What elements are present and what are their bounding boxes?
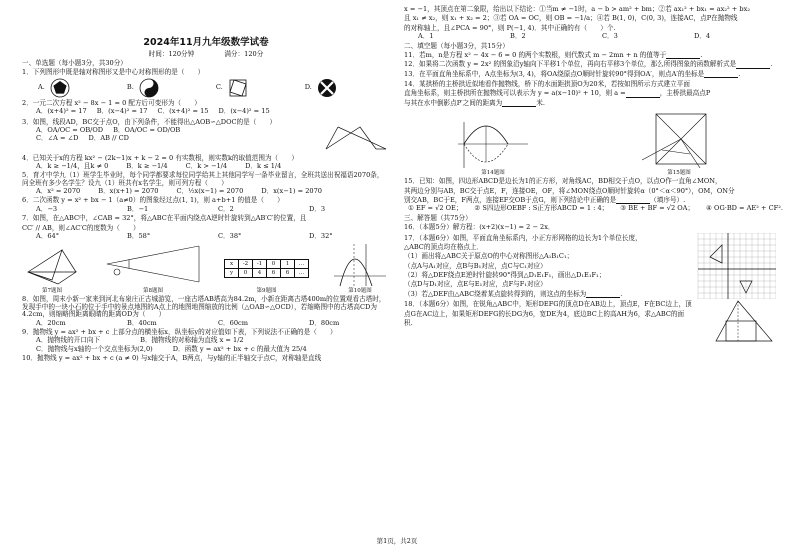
q9-x-row xyxy=(225,260,309,269)
cross-circle-icon xyxy=(316,78,338,98)
question-7: 7．如图，在△ABC中，∠CAB = 32°，将△ABC在平面内绕点A逆时针旋转到△AB′C′的位置，且 xyxy=(22,214,307,223)
question-13-text: 13．在平面直角坐标系中，A点坐标为(3, 4)，将OA绕原点O顺时针旋转90°得到OA′，则点A′的坐标是 xyxy=(404,69,705,78)
figure-14-drawing xyxy=(456,120,530,170)
figure-row xyxy=(22,242,390,294)
q2-option-d: D．(x−4)² = 15 xyxy=(218,107,270,116)
question-7-cont: CC′ // AB，则∠AC′C的度数为（ ） xyxy=(22,223,140,232)
question-18-line-2: 点G在AC边上，如果矩形DEFG的长DG为6，宽DE为4，底边BC上的高AH为6，求△ABC的面 xyxy=(404,309,685,318)
figure-row-right xyxy=(404,110,776,176)
left-column xyxy=(22,0,390,363)
q1-options xyxy=(38,78,390,98)
q6-option-d: D．3 xyxy=(309,204,326,213)
question-14-line-3 xyxy=(404,100,774,107)
section-1-title: 一、单选题（每小题3分，共30分） xyxy=(22,59,127,67)
exam-time: 时间：120分钟 xyxy=(148,49,195,58)
question-14-text-e: 米. xyxy=(536,98,545,107)
question-15-text-d: （填序号）. xyxy=(650,196,686,205)
figure-10 xyxy=(330,242,390,294)
figure-9-caption: 第9题图 xyxy=(256,288,277,295)
table-cell: 4 xyxy=(253,269,267,278)
q1-option-d-label: D. xyxy=(304,83,312,92)
q10-line-1: x = −1，其顶点在第二象限，给出以下结论：①当m ≠ −1时，a − b > am² + bm；②若 ax₁² + bx₁ = ax₂² + bx₂ xyxy=(404,5,750,13)
figure-14-caption: 第14题图 xyxy=(481,170,505,177)
q8-option-b: B．40cm xyxy=(127,318,157,327)
q14-block xyxy=(404,79,776,108)
section-2-title: 二、填空题（每小题3分，共15分） xyxy=(404,41,509,50)
figure-9 xyxy=(224,259,309,294)
q1-option-d xyxy=(305,78,338,98)
q1-option-a xyxy=(38,78,71,98)
figure-15-drawing xyxy=(634,110,724,170)
q10-option-b: B．2 xyxy=(510,32,526,41)
q17-answer-blank[interactable] xyxy=(586,291,620,298)
q3-option-a: A．OA/OC = OB/OD xyxy=(36,125,104,134)
q8-option-d: D．80cm xyxy=(309,318,340,327)
q9-y-row xyxy=(225,269,309,278)
q15-option-3: ③ BE + BF = √2 OA； xyxy=(620,204,695,213)
q5-options xyxy=(36,188,390,195)
figure-7-drawing xyxy=(22,242,82,288)
q5-option-b: B．x(x+1) = 2070 xyxy=(98,187,159,195)
flower-icon xyxy=(49,78,71,98)
q8-option-c: C．60cm xyxy=(218,318,248,327)
question-15-text-c: 别交AB，BC于E，F两点，连接EF交OB于点G，则下列结论中正确的是 xyxy=(404,196,617,205)
right-column xyxy=(404,4,783,343)
q2-option-b: B．(x−4)² = 17 xyxy=(96,107,148,116)
q15-answer-blank[interactable] xyxy=(616,197,650,204)
exam-title: 2024年11月九年级数学试卷 xyxy=(143,37,269,48)
figure-7 xyxy=(22,242,82,294)
table-cell: 6 xyxy=(267,269,281,278)
question-15-line-2: 其两边分别与AB，BC交于点E，F，连接OE，OF，将∠MON绕点O顺时针旋转α（0°＜α＜90°），OM，ON分 xyxy=(404,186,735,195)
question-14-text-d: 与其在水中倒影点P′之间的距离为 xyxy=(404,98,503,107)
q8-options xyxy=(36,320,390,327)
q17-grid-figure xyxy=(696,233,776,299)
q10-options xyxy=(418,33,776,40)
question-13: 13．在平面直角坐标系中，A点坐标为(3, 4)，将OA绕原点O顺时针旋转90°得到OA′，则点A′的坐标是 . xyxy=(404,69,741,78)
q8-option-a: A．20cm xyxy=(36,318,66,327)
table-cell: 6 xyxy=(281,269,295,278)
question-17-text-g: （3）若△DEF由△ABC绕着某点旋转得到的，则这点的坐标为 xyxy=(404,289,587,298)
yin-yang-icon xyxy=(138,78,160,98)
q9-option-c: C．抛物线与x轴的一个交点坐标为(2,0) xyxy=(36,344,153,353)
q4-option-b: B．k ≥ −1/4 xyxy=(126,161,168,170)
q4-option-c: C．k > −1/4 xyxy=(185,161,228,170)
figure-15 xyxy=(634,110,724,176)
q6-options xyxy=(36,206,390,213)
q1-option-a-label: A. xyxy=(38,83,45,92)
q4-options xyxy=(36,163,390,170)
q4-option-a: A．k ≥ −1/4，且k ≠ 0 xyxy=(36,161,109,170)
question-18-line-1: 18．（本题6分）如图，在锐角△ABC中，矩形DEFG的顶点D在AB边上，顶点E，F在BC边上，顶 xyxy=(404,300,692,309)
q10-option-d: D．4 xyxy=(694,32,711,41)
q7-options xyxy=(36,233,390,240)
q15-option-4: ④ OG·BD = AE² + CF². xyxy=(706,204,783,213)
question-17-part-1: （1）画出将△ABC关于原点O的中心对称图形△A₁B₁C₁； xyxy=(404,252,574,261)
figure-8-drawing xyxy=(103,242,203,288)
table-cell: 1 xyxy=(281,260,295,269)
q15-option-2: ② S四边形OEBF : S正方形ABCD = 1 : 4； xyxy=(474,204,609,213)
question-17-part-2: （2）将△DEF绕点E逆时针旋转90°得到△D₁E₁F₁，画出△D₁E₁F₁； xyxy=(404,271,606,280)
question-12-text: 12．如果将二次函数 y = 2x² 的图象沿y轴向下平移1个单位，再向右平移3个单位，那么所得图象的函数解析式是 xyxy=(404,60,737,69)
table-cell: … xyxy=(295,260,309,269)
q9-option-d: D．函数 y = ax² + bx + c 的最大值为 25/4 xyxy=(172,344,307,353)
q9-options-row2 xyxy=(36,346,390,353)
question-5: 5．育才中学九（1）班学生毕业时，每个同学都要求每位同学给其上其他同学写一条毕业留言，全班共送出祝福语2070条，问全班有多少名学生？设九（1）班共有x名学生，则可列方程（ ） xyxy=(22,171,384,187)
question-15-line-1: 15．已知：如图，四边形ABCD是边长为1的正方形，对角线AC，BD相交于点O，以点O作一直角∠MON， xyxy=(404,177,722,186)
q10-option-a: A．1 xyxy=(418,32,434,41)
question-18-line-3: 积. xyxy=(404,318,413,327)
table-cell: 0 xyxy=(267,260,281,269)
q2-option-a: A．(x+4)² = 17 xyxy=(36,107,87,116)
q10-line-2: 且 x₁ ≠ x₂，则 x₁ + x₂ = 2；③若 OA = OC，则 OB = −1/a；④若 B(1, 0)，C(0, 3)，连接AC，点P在抛物线 xyxy=(404,14,738,23)
table-cell: -2 xyxy=(239,260,253,269)
question-17-line-1: 17．（本题6分）如图，平面直角坐标系内，小正方形网格的边长为1个单位长度， xyxy=(404,233,642,242)
q2-option-c: C．(x+4)² = 15 xyxy=(157,107,209,116)
q15-option-1: ① EF = √2 OE； xyxy=(408,204,463,213)
exam-meta xyxy=(22,51,390,58)
rotated-square-icon xyxy=(227,78,249,98)
q9-option-b: B．抛物线的对称轴为直线 x = 1/2 xyxy=(140,336,244,345)
q5-option-a: A．x² = 2070 xyxy=(36,187,81,195)
table-cell: x xyxy=(225,260,239,269)
question-17-line-2: △ABC的顶点均在格点上． xyxy=(404,242,484,251)
q3-block xyxy=(22,117,390,153)
q3-options-row2 xyxy=(36,135,312,142)
q2-options xyxy=(36,108,390,115)
q6-option-b: B．−1 xyxy=(127,204,149,213)
q13-answer-blank[interactable] xyxy=(704,71,738,78)
q11-answer-blank[interactable] xyxy=(666,52,700,59)
table-cell: -1 xyxy=(253,260,267,269)
question-11: 11．若m，n是方程 x² − 4x − 6 = 0 的两个实数根，则代数式 m − 2mn + n 的值等于 . xyxy=(404,50,703,59)
question-17-part-1-note: （点A与A₁对应，点B与B₁对应，点C与C₁对应） xyxy=(404,261,547,270)
question-16: 16．（本题5分）解方程：(x+2)(x−1) = 2 − 2x． xyxy=(404,223,555,232)
q3-figure xyxy=(320,123,390,153)
question-11-text: 11．若m，n是方程 x² − 4x − 6 = 0 的两个实数根，则代数式 m − 2mn + n 的值等于 xyxy=(404,50,667,59)
question-1: 1．下列图形中既是轴对称图形又是中心对称图形的是（ ） xyxy=(22,68,205,77)
question-6: 6．二次函数 y = x² + bx − 1（a≠0）的图象经过点(1, 1)，则 a+b+1 的值是（ ） xyxy=(22,196,284,205)
exam-score: 满分：120分 xyxy=(224,49,264,58)
q18-block xyxy=(404,299,776,343)
question-17-part-2-note: （点D与D₁对应，点E与E₁对应，点F与F₁对应） xyxy=(404,280,547,289)
question-17-part-3: （3）若△DEF由△ABC绕着某点旋转得到的，则这点的坐标为 . xyxy=(404,289,623,298)
q14-a-blank[interactable] xyxy=(626,91,660,98)
q9-value-table xyxy=(224,259,309,278)
q7-option-d: D．32° xyxy=(309,231,333,240)
figure-8 xyxy=(103,242,203,294)
q5-option-c: C．½x(x−1) = 2070 xyxy=(176,187,244,195)
question-4: 4．已知关于x的方程 kx² − (2k−1)x + k − 2 = 0 有实数根，则实数k的取值范围为（ ） xyxy=(22,153,298,162)
q3-option-d: D．AB // CD xyxy=(88,134,129,143)
figure-8-caption: 第8题图 xyxy=(143,288,163,295)
q9-option-a: A．抛物线的开口向下 xyxy=(36,336,101,345)
figure-10-drawing xyxy=(330,242,390,288)
question-14-text-c: ，主桥拱最高点P xyxy=(659,89,711,98)
q10-option-c: C．3 xyxy=(602,32,618,41)
question-3: 3．如图，线段AD，BC交于点O，由下列条件，不能得出△AOB∽△DOC的是（ ） xyxy=(22,117,277,126)
q1-option-c-label: C. xyxy=(215,83,223,92)
question-14-text-b: 直角坐标系，则主桥拱所在抛物线可以表示为 y = a(x−10)² + 10，则 a = xyxy=(404,89,626,98)
q18-figure xyxy=(712,299,776,343)
q15-options xyxy=(408,204,783,213)
q1-option-b xyxy=(127,78,160,98)
q4-option-d: D．k ≤ 1/4 xyxy=(245,161,282,170)
question-9: 9．抛物线 y = ax² + bx + c 上部分点的横坐标x，纵坐标y的对应值如下表，下列说法不正确的是（ ） xyxy=(22,327,337,336)
q17-block xyxy=(404,233,776,300)
figure-10-caption: 第10题图 xyxy=(348,288,372,295)
q7-option-b: B．58° xyxy=(127,231,151,240)
question-14-line-1: 14．某拱桥的主桥拱近似地看作抛物线，桥下的水面距拱顶O为20米，若按如图所示方式建立平面 xyxy=(404,80,690,88)
figure-7-caption: 第7题图 xyxy=(42,288,62,295)
page-footer: 第1页，共2页 xyxy=(376,537,418,545)
q3-option-b: B．OA/OC = OD/OB xyxy=(113,125,181,134)
question-10: 10．抛物线 y = ax² + bx + c (a ≠ 0) 与x轴交于A，B两点，与y轴的正半轴交于点C，对称轴是直线 xyxy=(22,354,322,363)
question-14-line-2 xyxy=(404,90,774,97)
table-cell: 0 xyxy=(239,269,253,278)
q1-option-c xyxy=(216,78,249,98)
q3-option-c: C．∠A = ∠D xyxy=(36,134,79,143)
q6-option-a: A．−3 xyxy=(36,204,58,213)
question-8: 8．如图，周末小新一家来到河北布泉庄正古城游览，一座古塔AB塔高为84.2m，小新在距离古塔400m的位置观看古塔时，发现手中的一块小石的位于手中的景点地图的A点上的地图地图缩放的比例（△OAB∽△OCD），若缩略图中的古塔高CD为4.2cm，则缩略图距离眼睛的距离OD为（ ） xyxy=(22,295,386,319)
q1-option-b-label: B. xyxy=(126,83,134,92)
question-12: 12．如果将二次函数 y = 2x² 的图象沿y轴向下平移1个单位，再向右平移3个单位，那么所得图象的函数解析式是 . xyxy=(404,60,773,69)
q12-answer-blank[interactable] xyxy=(736,62,770,69)
q9-options-row1 xyxy=(36,337,390,344)
q6-option-c: C．2 xyxy=(218,204,234,213)
q10-line-3: 的对称轴上，且∠PCA = 90°，则 P(−1, 4)．其中正确的有（ ）个. xyxy=(404,23,616,32)
q14-distance-blank[interactable] xyxy=(502,100,536,107)
figure-15-caption: 第15题图 xyxy=(667,170,691,177)
q3-options-row1 xyxy=(36,127,312,134)
question-2: 2．一元二次方程 x² − 8x − 1 = 0 配方后可变形为（ ） xyxy=(22,98,201,107)
q7-option-a: A．64° xyxy=(36,231,60,240)
q7-option-c: C．38° xyxy=(218,231,242,240)
table-cell: … xyxy=(295,269,309,278)
q5-option-d: D．x(x−1) = 2070 xyxy=(261,187,322,195)
section-3-title: 三、解答题（共75分） xyxy=(404,213,472,222)
table-cell: y xyxy=(225,269,239,278)
figure-14 xyxy=(456,120,530,176)
